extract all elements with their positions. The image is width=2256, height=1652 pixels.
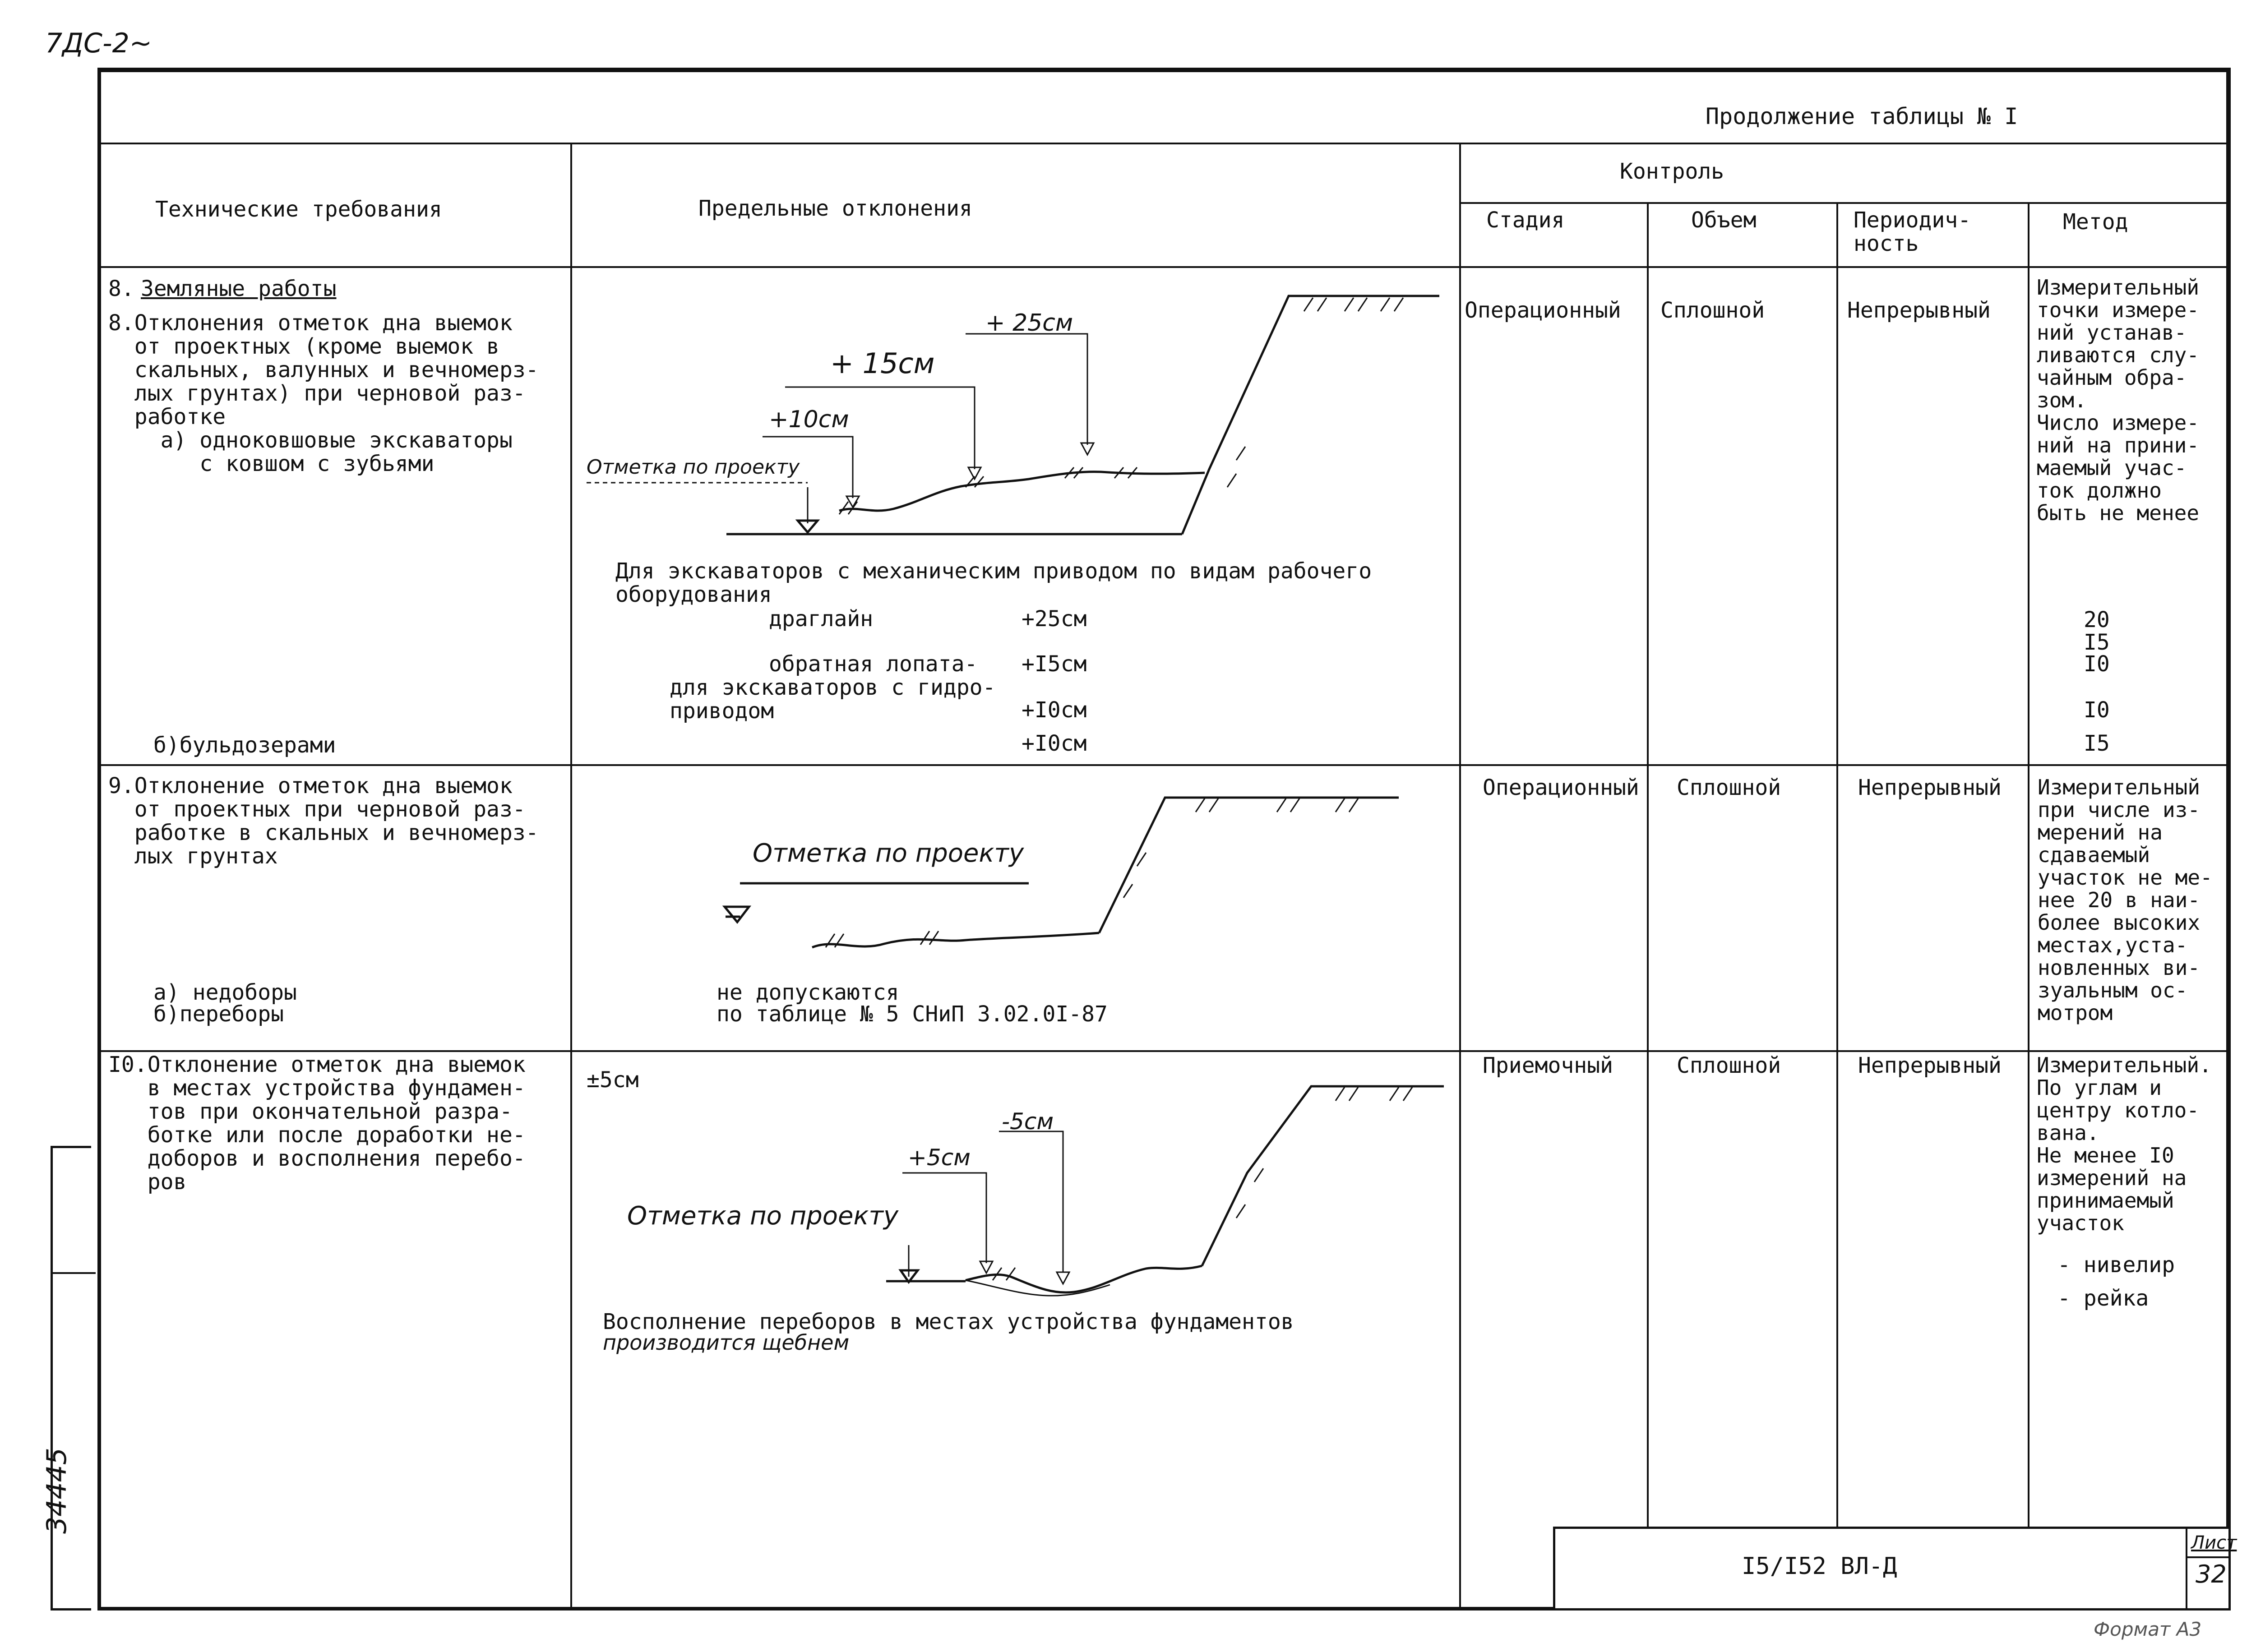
row8-count-1: 20 [2084,607,2110,632]
col-line-1 [570,143,572,1610]
col-line-2 [1459,143,1461,1610]
row8-stage: Операционный [1465,298,1621,323]
row9-requirement: 9.Отклонение отметок дна выемок от проектных при черновой раз- работке в скальных и вечномерз- лых грунтах [108,773,539,869]
row10-d-plus: +5см [908,1144,971,1171]
row8-item-1-value: +25см [1022,606,1087,632]
col-line-4 [1836,203,1838,1529]
side-number: 34445 [41,1448,73,1534]
row8-item-2-value: +I5см [1022,651,1087,677]
row8-item-1-label: драглайн [769,606,874,632]
row9-value-b: по таблице № 5 СНиП 3.02.0I-87 [717,1001,1108,1027]
row8-bottom-line [97,764,2231,766]
row8-d3: + 25см [985,309,1073,337]
side-stamp-line [51,1272,96,1274]
stamp-sheet-number: 32 [2196,1560,2227,1588]
stamp-sheet-line [2186,1556,2231,1558]
section-number: 8. [108,276,134,301]
table-title: Продолжение таблицы № I [1706,103,2018,129]
row9-volume: Сплошной [1677,775,1781,800]
row8-count-5: I5 [2084,731,2110,756]
row8-d1: +10см [769,406,849,433]
row8-count-2: I5 [2084,630,2110,655]
header-requirements: Технические требования [155,197,442,222]
stamp-divider [2186,1527,2187,1610]
row10-tool-1: - нивелир [2057,1252,2175,1278]
row8-bulldozers: б)бульдозерами [153,733,336,758]
header-bottom-line [97,266,2231,268]
row10-periodicity: Непрерывный [1858,1053,2002,1078]
header-volume: Объем [1691,208,1757,233]
row10-stage: Приемочный [1483,1053,1613,1078]
row8-periodicity: Непрерывный [1847,298,1991,323]
row9-value-a: не допускаются [717,980,899,1005]
row10-requirement: I0.Отклонение отметок дна выемок в местах устройства фундамен- тов при окончательной разра- ботке или после доработки не- доборов и восполнения перебо- ров [108,1052,526,1195]
section-title: Земляные работы [141,276,337,301]
row10-note: Восполнение переборов в местах устройства фундаментов [603,1309,1294,1334]
side-stamp [51,1146,91,1610]
header-deviations: Предельные отклонения [698,196,972,221]
corner-note: 7ДС-2~ [45,28,153,59]
row10-method: Измерительный. По углам и центру котло- вана. Не менее I0 измерений на принимаемый участок [2037,1053,2212,1235]
row9-sub-a: а) недоборы [153,980,297,1005]
row9-sub-b: б)переборы [153,1001,284,1027]
row8-requirement: 8.Отклонения отметок дна выемок от проектных (кроме выемок в скальных, валунных и вечномерз- лых грунтах) при черновой раз- работке а) одноковшовые экскаваторы с ковшом с зубьями [108,310,539,476]
row8-count-4: I0 [2084,697,2110,723]
row9-periodicity: Непрерывный [1858,775,2002,800]
header-stage: Стадия [1486,208,1565,233]
header-method: Метод [2063,209,2128,235]
row8-count-3: I0 [2084,651,2110,677]
header-control: Контроль [1620,159,1724,184]
row8-item-3-label: для экскаваторов с гидро- приводом [670,675,996,724]
control-subheader-line [1460,202,2231,204]
row10-tolerance: ±5см [587,1067,639,1093]
row9-mark-label: Отметка по проекту [753,839,1024,868]
row8-d2: + 15см [830,347,935,380]
row8-note: Для экскаваторов с механическим приводом по видам рабочего оборудования [615,558,1372,607]
row8-item-2-label: обратная лопата- [769,651,978,677]
row10-note-hw: производится щебнем [603,1330,850,1355]
row10-d-minus: -5см [1002,1108,1054,1135]
format-note: Формат А3 [2094,1618,2202,1640]
row8-mark-label: Отметка по проекту [587,456,800,479]
row8-item-3-value: +I0см [1022,697,1087,723]
row8-volume: Сплошной [1660,298,1765,323]
row10-mark-label: Отметка по проекту [627,1201,899,1231]
row10-volume: Сплошной [1677,1053,1781,1078]
row9-stage: Операционный [1483,775,1639,800]
header-periodicity: Периодич- ность [1854,208,1971,256]
row10-tool-2: - рейка [2057,1286,2149,1311]
col-line-3 [1647,203,1649,1529]
row8-item-4-value: +I0см [1022,731,1087,756]
header-top-line [97,143,2231,144]
stamp-sheet-label: Лист [2191,1532,2237,1553]
stamp-code: I5/I52 ВЛ-Д [1742,1553,1897,1580]
row8-method: Измерительный точки измере- ний устанав- ливаются слу- чайным обра- зом. Число измере- ний на прини- маемый учас- ток должно быть не менее [2037,275,2200,525]
row9-method: Измерительный при числе из- мерений на сдаваемый участок не ме- нее 20 в наи- более высоких местах,уста- новленных ви- зуальным ос- мотром [2038,775,2213,1025]
col-line-5 [2028,203,2029,1529]
